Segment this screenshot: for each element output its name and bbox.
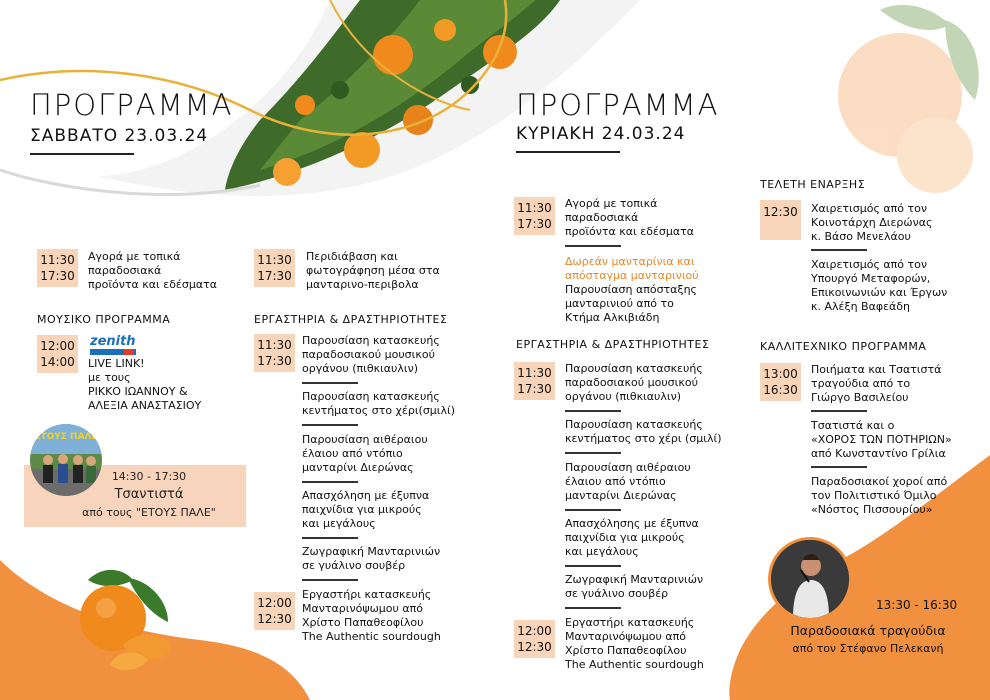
zenith-logo: zenith — [90, 334, 136, 349]
separator — [565, 452, 621, 454]
separator — [811, 249, 867, 251]
sunday-workshop-3: Παρουσίαση αιθέραιου έλαιου από ντόπιο μανταρίνι Διερώνας — [565, 461, 691, 502]
etous-pale-photo — [30, 424, 102, 496]
saturday-market-text: Αγορά με τοπικά παραδοσιακά προϊόντα και εδέσματα — [88, 250, 217, 291]
opening-heading: ΤΕΛΕΤΗ ΕΝΑΡΞΗΣ — [760, 178, 866, 191]
arts-heading: ΚΑΛΛΙΤΕΧΝΙΚΟ ΠΡΟΓΡΑΜΜΑ — [760, 340, 927, 353]
music-heading: ΜΟΥΣΙΚΟ ΠΡΟΓΡΑΜΜΑ — [37, 313, 171, 326]
singer-by: από τον Στέφανο Πελεκανή — [792, 642, 944, 655]
tsantista-title: Τσαντιστά — [114, 487, 184, 502]
tsantista-time: 14:30 - 17:30 — [111, 470, 187, 483]
separator — [811, 410, 867, 412]
saturday-sourdough-text: Εργαστήρι κατασκευής Μανταρινόψωμου από Χρίστο Παπαθεοφίλου The Authentic sourdough — [302, 588, 441, 643]
zenith-logo-bar — [90, 349, 136, 355]
sunday-workshop-5: Ζωγραφική Μανταρινιών σε γυάλινο σουβέρ — [565, 573, 704, 600]
saturday-music-text: LIVE LINK! με τους ΡΙΚΚΟ ΙΩΑΝΝΟΥ & ΑΛΕΞΙΑ ΑΝΑΣΤΑΣΙΟΥ — [88, 357, 202, 412]
sunday-sourdough-time: 12:00 12:30 — [514, 620, 555, 658]
free-offer-text: Δωρεάν μανταρίνια και απόσταγμα μανταρινιού — [565, 255, 699, 282]
separator — [565, 509, 621, 511]
sunday-title-underline — [516, 151, 620, 153]
saturday-workshop-5: Ζωγραφική Μανταρινιών σε γυάλινο σουβέρ — [302, 545, 441, 572]
etous-pale-badge: ΕΤΟΥΣ ΠΑΛΕ — [34, 432, 98, 442]
separator — [565, 245, 621, 247]
saturday-workshop-4: Απασχόληση με έξυπνα παιχνίδια για μικρούς και μεγάλους — [302, 489, 430, 530]
separator — [302, 382, 358, 384]
separator — [302, 537, 358, 539]
sunday-date: ΚΥΡΙΑΚΗ 24.03.24 — [516, 124, 686, 144]
saturday-market-time: 11:30 17:30 — [37, 249, 78, 287]
saturday-date: ΣΑΒΒΑΤΟ 23.03.24 — [30, 126, 209, 146]
singer-photo — [768, 537, 852, 621]
saturday-music-time: 12:00 14:00 — [37, 335, 78, 373]
faded-tangerines — [838, 5, 979, 193]
separator — [302, 424, 358, 426]
distill-text: Παρουσίαση απόσταξης μανταρινιού από το Κτήμα Αλκιβιάδη — [565, 283, 697, 324]
arts-item-3: Παραδοσιακοί χοροί από τον Πολιτιστικό Όμιλο «Νόστος Πισσουρίου» — [811, 475, 948, 516]
sunday-market-time: 11:30 17:30 — [514, 197, 555, 235]
separator — [302, 481, 358, 483]
separator — [811, 466, 867, 468]
saturday-title: ΠΡΟΓΡΑΜΜΑ — [30, 88, 234, 122]
saturday-workshop-1: Παρουσίαση κατασκευής παραδοσιακού μουσικού οργάνου (πιθκιαυλιν) — [302, 334, 440, 375]
arts-time: 13:00 16:30 — [760, 363, 801, 401]
saturday-workshop-3: Παρουσίαση αιθέραιου έλαιου από ντόπιο μανταρίνι Διερώνας — [302, 433, 428, 474]
sunday-sourdough-text: Εργαστήρι κατασκευής Μανταρινόψωμου από Χρίστο Παπαθεοφίλου The Authentic sourdough — [565, 616, 704, 671]
opening-greeting-2: Χαιρετισμός από τον Υπουργό Μεταφορών, Επικοινωνιών και Έργων κ. Αλέξη Βαφεάδη — [811, 258, 948, 313]
sunday-market-text: Αγορά με τοπικά παραδοσιακά προϊόντα και εδέσματα — [565, 197, 694, 238]
opening-time: 12:30 — [760, 200, 801, 240]
sunday-workshop-2: Παρουσίαση κατασκευής κεντήματος στο χέρι (σμιλί) — [565, 418, 722, 445]
saturday-title-underline — [30, 153, 134, 155]
separator — [565, 410, 621, 412]
saturday-walk-time: 11:30 17:30 — [254, 249, 295, 287]
separator — [565, 565, 621, 567]
saturday-workshop-2: Παρουσίαση κατασκευής κεντήματος στο χέρι(σμιλί) — [302, 390, 456, 417]
sunday-title: ΠΡΟΓΡΑΜΜΑ — [516, 88, 720, 122]
sunday-workshops-time: 11:30 17:30 — [514, 362, 555, 400]
sunday-workshops-heading: ΕΡΓΑΣΤΗΡΙΑ & ΔΡΑΣΤΗΡΙΟΤΗΤΕΣ — [516, 338, 710, 351]
separator — [302, 579, 358, 581]
tsantista-by: από τους "ΕΤΟΥΣ ΠΑΛΕ" — [82, 506, 216, 519]
saturday-workshops-time: 11:30 17:30 — [254, 334, 295, 372]
singer-title: Παραδοσιακά τραγούδια — [790, 623, 946, 638]
tangerine-illustration — [68, 560, 188, 680]
arts-item-2: Τσατιστά και ο «ΧΟΡΟΣ ΤΩΝ ΠΟΤΗΡΙΩΝ» από Κωνσταντίνο Γρίλια — [811, 419, 952, 460]
separator — [565, 607, 621, 609]
sunday-workshop-1: Παρουσίαση κατασκευής παραδοσιακού μουσικού οργάνου (πιθκιαυλιν) — [565, 362, 703, 403]
sunday-workshop-4: Απασχόλησης με έξυπνα παιχνίδια για μικρούς και μεγάλους — [565, 517, 699, 558]
saturday-workshops-heading: ΕΡΓΑΣΤΗΡΙΑ & ΔΡΑΣΤΗΡΙΟΤΗΤΕΣ — [254, 313, 448, 326]
singer-time: 13:30 - 16:30 — [876, 598, 958, 612]
saturday-walk-text: Περιδιάβαση και φωτογράφηση μέσα στα μανταρινο-περιβολα — [306, 250, 440, 291]
saturday-sourdough-time: 12:00 12:30 — [254, 592, 295, 630]
opening-greeting-1: Χαιρετισμός από τον Κοινοτάρχη Διερώνας κ. Βάσο Μενελάου — [811, 202, 933, 243]
arts-item-1: Ποιήματα και Τσατιστά τραγούδια από το Γιώργο Βασιλείου — [811, 363, 942, 404]
